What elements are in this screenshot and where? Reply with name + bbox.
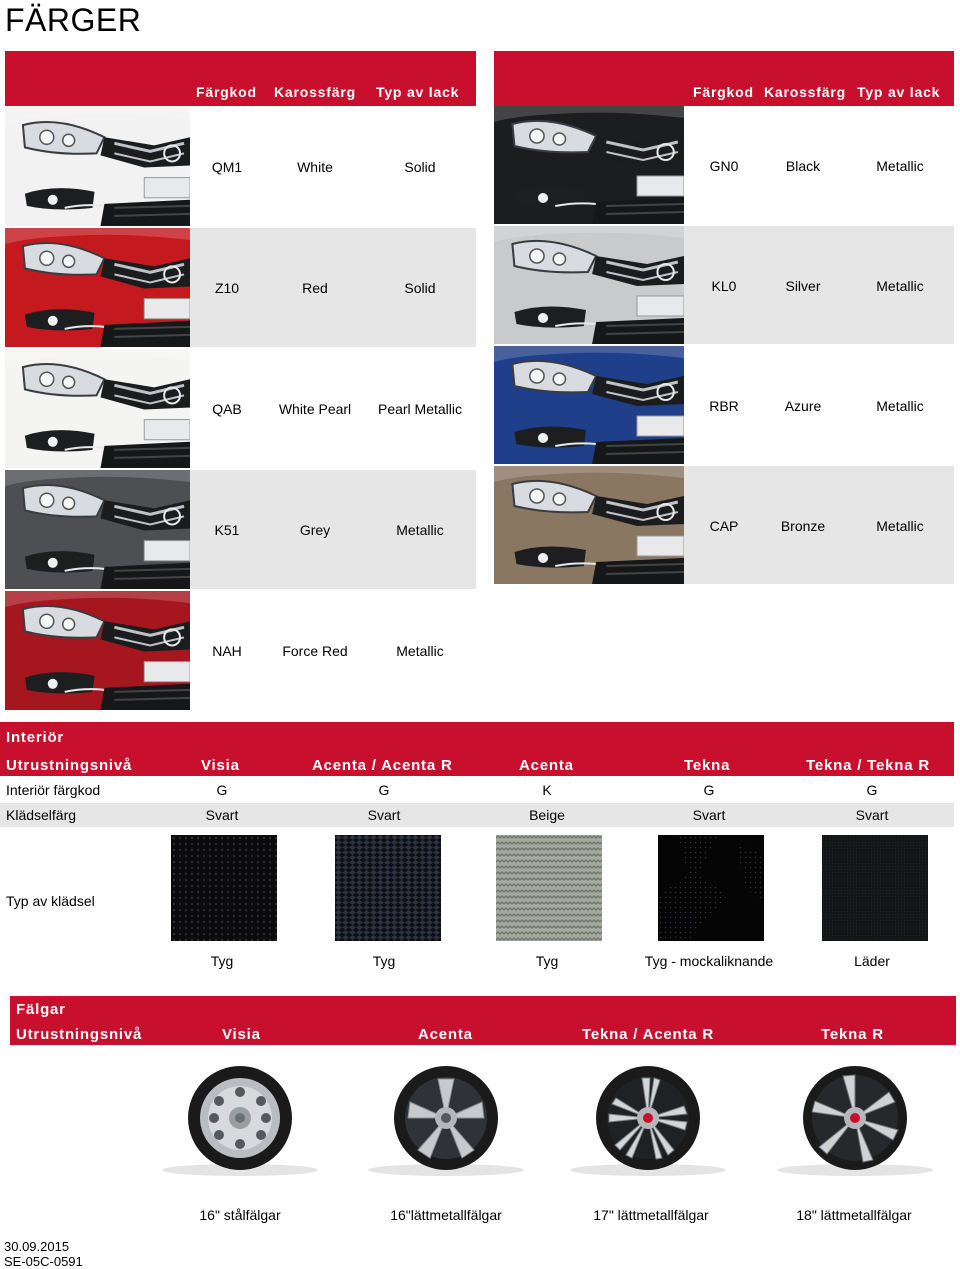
wheel-alloy-16-image [366, 1066, 526, 1178]
color-code: QM1 [211, 159, 243, 175]
upholstery-type: Tyg [535, 953, 559, 969]
wheel-alloy-18-image [775, 1066, 935, 1178]
left-color-row [5, 349, 476, 468]
paint-type: Solid [404, 280, 436, 296]
colors-left-header [5, 51, 476, 106]
right-color-row [494, 106, 954, 224]
car-color-image [494, 106, 684, 224]
car-color-image [494, 466, 684, 584]
interior-section-title: Interiör [6, 729, 65, 746]
color-code: K51 [214, 522, 240, 538]
color-code: QAB [212, 401, 242, 417]
right-color-row [494, 466, 954, 584]
left-color-row [5, 107, 476, 226]
color-name: Black [785, 158, 821, 174]
color-name: Azure [784, 398, 822, 414]
color-name: Red [302, 280, 328, 296]
interior-color-code: G [378, 782, 390, 798]
paint-type: Pearl Metallic [377, 401, 463, 417]
car-color-image [5, 591, 190, 710]
fabric-swatch-visia [171, 835, 277, 941]
wheels-header [10, 996, 956, 1045]
upholstery-color: Svart [692, 807, 726, 823]
color-code: KL0 [711, 278, 737, 294]
interior-level-visia: Visia [201, 757, 240, 774]
right-color-row [494, 226, 954, 344]
wheel-name: 16"lättmetallfälgar [390, 1207, 502, 1223]
color-name: Bronze [780, 518, 826, 534]
color-code: RBR [709, 398, 739, 414]
paint-type: Solid [404, 159, 436, 175]
color-code: GN0 [709, 158, 739, 174]
paint-type: Metallic [876, 518, 924, 534]
color-code: NAH [212, 643, 242, 659]
interior-color-code: G [703, 782, 715, 798]
interior-level-label: Utrustningsnivå [6, 757, 133, 774]
upholstery-type: Tyg [372, 953, 396, 969]
car-color-image [5, 470, 190, 589]
interior-color-code-label: Interiör färgkod [6, 782, 101, 798]
fabric-swatch-acenta-r [335, 835, 441, 941]
upholstery-type-label: Typ av klädsel [6, 893, 95, 909]
color-name: White [297, 159, 333, 175]
color-name: Grey [299, 522, 331, 538]
upholstery-type: Läder [854, 953, 890, 969]
upholstery-type: Tyg - mockaliknande [644, 953, 774, 969]
left-color-row [5, 470, 476, 589]
car-color-image [494, 346, 684, 464]
left-color-row [5, 591, 476, 710]
fabric-swatch-tekna [658, 835, 764, 941]
interior-level-acenta-r: Acenta / Acenta R [312, 757, 453, 774]
footer-doc-code: SE-05C-0591 [4, 1254, 83, 1269]
wheels-level-label: Utrustningsnivå [16, 1026, 143, 1043]
color-name: Force Red [282, 643, 348, 659]
paint-type: Metallic [396, 643, 444, 659]
page-title: FÄRGER [5, 2, 142, 38]
interior-color-code: G [216, 782, 228, 798]
header-body-color: Karossfärg [764, 84, 846, 100]
color-code: CAP [709, 518, 739, 534]
interior-level-tekna-r: Tekna / Tekna R [806, 757, 930, 774]
interior-level-tekna: Tekna [684, 757, 731, 774]
wheel-alloy-17-image [568, 1066, 728, 1178]
color-code: Z10 [214, 280, 240, 296]
footer-date: 30.09.2015 [4, 1239, 70, 1254]
upholstery-type: Tyg [210, 953, 234, 969]
interior-header [0, 722, 954, 776]
color-name: Silver [785, 278, 821, 294]
wheels-section-title: Fälgar [16, 1001, 66, 1018]
paint-type: Metallic [876, 398, 924, 414]
car-color-image [5, 107, 190, 226]
upholstery-color-label: Klädselfärg [6, 807, 77, 823]
interior-color-code: G [866, 782, 878, 798]
header-color-code: Färgkod [196, 84, 257, 100]
interior-level-acenta: Acenta [519, 757, 574, 774]
upholstery-color: Beige [529, 807, 565, 823]
wheels-level-visia: Visia [222, 1026, 261, 1043]
wheel-name: 17" lättmetallfälgar [593, 1207, 709, 1223]
wheel-name: 18" lättmetallfälgar [796, 1207, 912, 1223]
header-color-code: Färgkod [693, 84, 754, 100]
car-color-image [5, 349, 190, 468]
color-name: White Pearl [278, 401, 352, 417]
header-paint-type: Typ av lack [376, 84, 460, 100]
wheels-level-tekna-acenta-r: Tekna / Acenta R [582, 1026, 715, 1043]
wheel-name: 16" stålfälgar [199, 1207, 281, 1223]
right-color-row [494, 346, 954, 464]
paint-type: Metallic [396, 522, 444, 538]
interior-color-code: K [542, 782, 552, 798]
upholstery-color: Svart [367, 807, 401, 823]
wheel-steel-16-image [160, 1066, 320, 1178]
paint-type: Metallic [876, 278, 924, 294]
fabric-swatch-tekna-r [822, 835, 928, 941]
car-color-image [494, 226, 684, 344]
wheels-level-tekna-r: Tekna R [821, 1026, 884, 1043]
left-color-row [5, 228, 476, 347]
paint-type: Metallic [876, 158, 924, 174]
upholstery-color: Svart [205, 807, 239, 823]
upholstery-color: Svart [855, 807, 889, 823]
header-body-color: Karossfärg [274, 84, 356, 100]
header-paint-type: Typ av lack [857, 84, 941, 100]
wheels-level-acenta: Acenta [418, 1026, 473, 1043]
car-color-image [5, 228, 190, 347]
colors-right-header [494, 51, 954, 106]
fabric-swatch-acenta [496, 835, 602, 941]
